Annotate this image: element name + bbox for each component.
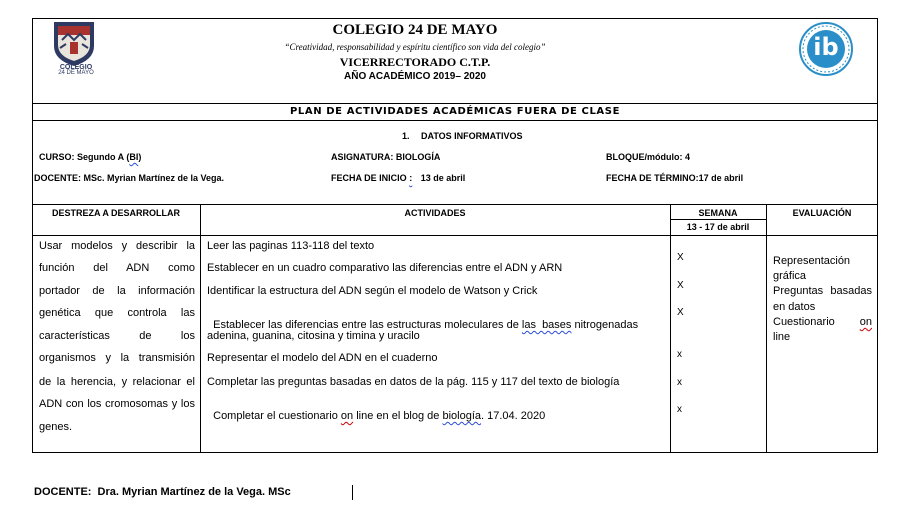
curso-end: ) [138, 152, 142, 162]
destreza-line-8: ADN con los cromosomas y los [39, 398, 195, 410]
activity-2: Establecer en un cuadro comparativo las diferencias entre el ADN y ARN [207, 262, 563, 274]
ib-letters: ib [813, 33, 839, 61]
destreza-line-9: genes. [39, 421, 73, 433]
activity-4 [207, 307, 638, 331]
fecha-inicio-mark: : [409, 173, 413, 183]
destreza-line-6: organismos y la transmisión [39, 352, 195, 364]
table-header-bottom-border [32, 235, 878, 236]
activity-8-post: . 17.04. 2020 [481, 410, 546, 422]
destreza-line-7: de la herencia, y relacionar el [39, 376, 195, 388]
activity-4-post: nitrogenadas [571, 319, 639, 331]
activity-6: Representar el modelo del ADN en el cuaderno [207, 352, 438, 364]
title-bar-bottom-border [32, 120, 878, 121]
col-divider-1 [200, 204, 201, 452]
plan-title: PLAN DE ACTIVIDADES ACADÉMICAS FUERA DE CLASE [289, 106, 621, 117]
activity-8-flag-2: biología [442, 410, 482, 422]
fecha-inicio-label: FECHA DE INICIO [331, 173, 407, 183]
logo-text-1: COLEGIO [59, 64, 93, 71]
evaluacion-line-5 [773, 316, 872, 328]
activity-4-pre: Establecer las diferencias entre las estructuras moleculares de [213, 319, 522, 331]
header-evaluacion: EVALUACIÓN [792, 208, 852, 218]
header-semana: SEMANA [698, 208, 738, 218]
vicerrectorado: VICERRECTORADO C.T.P. [339, 55, 491, 69]
evaluacion-line-5-b: on [859, 316, 872, 328]
activity-3: Identificar la estructura del ADN según el modelo de Watson y Crick [207, 285, 538, 297]
header-top-border [32, 18, 878, 19]
ib-logo [798, 21, 854, 77]
activity-8-mid: line en el blog de [353, 410, 443, 422]
semana-mark-2: X [677, 280, 684, 291]
fecha-inicio-value: 13 de abril [420, 173, 466, 183]
semana-mark-4: x [677, 349, 682, 360]
info-curso [39, 152, 141, 162]
text-cursor [352, 485, 353, 500]
semana-mark-1: X [677, 252, 684, 263]
info-docente: DOCENTE: MSc. Myrian Martínez de la Vega. [34, 173, 225, 183]
curso-label: CURSO: Segundo A ( [39, 152, 130, 162]
destreza-line-3: portador de la información [39, 285, 195, 297]
info-fecha-termino: FECHA DE TÉRMINO:17 de abril [606, 173, 744, 183]
semana-mark-6: x [677, 404, 682, 415]
evaluacion-line-4: en datos [773, 301, 816, 313]
academic-year: AÑO ACADÉMICO 2019– 2020 [344, 71, 486, 82]
destreza-line-2: función del ADN como [39, 262, 195, 274]
evaluacion-line-5-a: Cuestionario [773, 316, 835, 328]
evaluacion-line-3-b: basadas [830, 285, 872, 297]
semana-mark-5: x [677, 377, 682, 388]
activity-4-flag: las bases [521, 319, 572, 331]
evaluacion-line-1: Representación [773, 255, 851, 267]
activity-8 [207, 398, 545, 422]
section-title: DATOS INFORMATIVOS [421, 131, 523, 141]
section-number: 1. [402, 131, 410, 141]
info-fecha-inicio [331, 173, 465, 183]
header-bottom-border [32, 103, 878, 104]
curso-flag: BI [129, 152, 139, 162]
info-asignatura: ASIGNATURA: BIOLOGÍA [331, 152, 441, 162]
activity-8-flag-1: on [340, 410, 354, 422]
activity-5: adenina, guanina, citosina y timina y uracilo [207, 330, 420, 342]
school-motto: “Creatividad, responsabilidad y espíritu científico son vida del colegio” [284, 42, 546, 52]
semana-subheader-border [670, 219, 766, 220]
header-actividades: ACTIVIDADES [404, 208, 466, 218]
destreza-line-4: genética que controla las [39, 307, 195, 319]
footer-docente: DOCENTE: Dra. Myrian Martínez de la Vega. MSc [34, 486, 291, 498]
info-bloque: BLOQUE/módulo: 4 [606, 152, 690, 162]
table-bottom-border [32, 452, 878, 453]
logo-text-2: 24 DE MAYO [58, 70, 94, 76]
semana-mark-3: X [677, 307, 684, 318]
col-divider-2 [670, 204, 671, 452]
evaluacion-line-2: gráfica [773, 270, 807, 282]
activity-7: Completar las preguntas basadas en datos de la pág. 115 y 117 del texto de biología [207, 376, 620, 388]
evaluacion-line-3-a: Preguntas [773, 285, 824, 297]
table-top-border [32, 204, 878, 205]
destreza-line-5: características de los [39, 330, 195, 342]
header-semana-range: 13 - 17 de abril [686, 222, 750, 232]
col-divider-3 [766, 204, 767, 452]
header-destreza: DESTREZA A DESARROLLAR [52, 208, 180, 218]
destreza-line-1: Usar modelos y describir la [39, 240, 195, 252]
activity-8-pre: Completar el cuestionario [213, 410, 341, 422]
evaluacion-line-6: line [773, 331, 791, 343]
evaluacion-line-3 [773, 285, 872, 297]
school-name: COLEGIO 24 DE MAYO [332, 22, 498, 38]
activity-1: Leer las paginas 113-118 del texto [207, 240, 375, 252]
